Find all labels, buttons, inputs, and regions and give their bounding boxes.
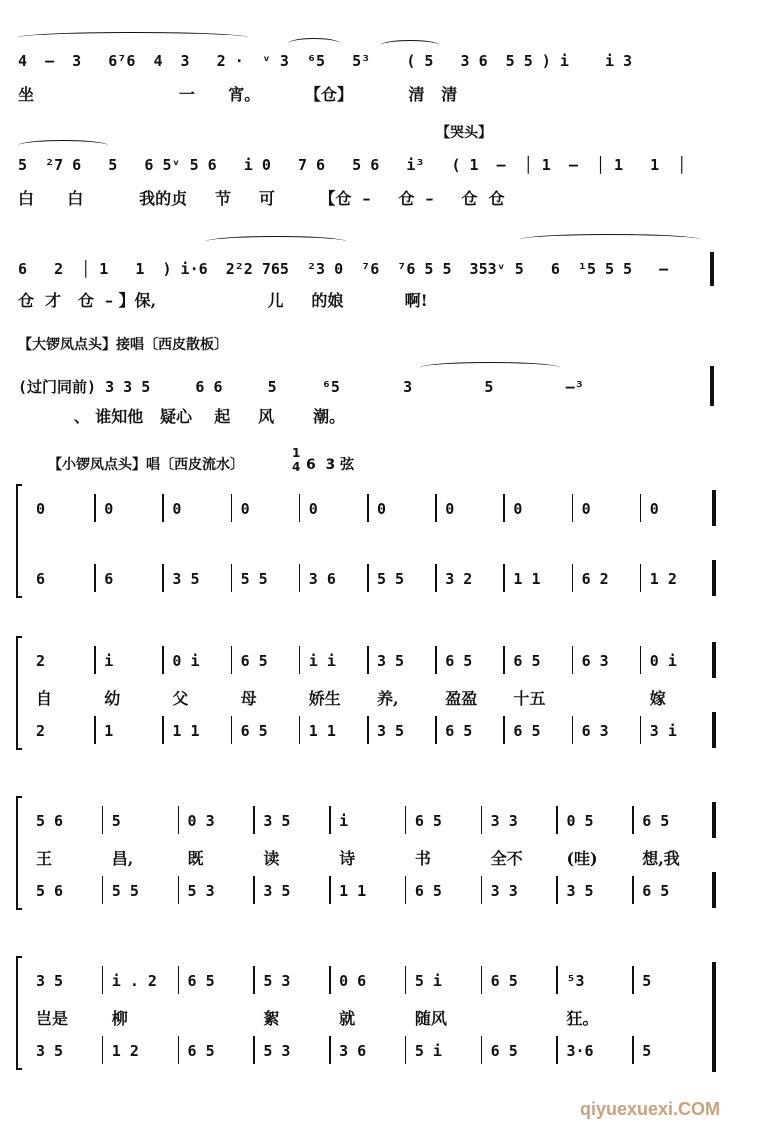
barline — [253, 1036, 255, 1064]
lyric-syllable: 柳 — [111, 1009, 128, 1028]
top-voice-note: 6 5 — [414, 812, 442, 830]
bottom-voice-note: 3 6 — [308, 570, 336, 588]
top-voice-note: i i — [308, 652, 336, 670]
top-voice-note: 2 — [36, 652, 46, 670]
end-barline — [712, 712, 716, 748]
slur — [18, 140, 108, 151]
end-barline — [712, 962, 716, 1072]
barline — [640, 646, 642, 674]
top-voice-note: 0 6 — [339, 972, 367, 990]
bottom-voice-note: 6 — [104, 570, 114, 588]
top-voice-note: 0 — [445, 500, 455, 518]
barline — [162, 564, 164, 592]
system-bracket — [16, 484, 22, 598]
barline — [572, 494, 574, 522]
bottom-voice-note: 5 3 — [263, 1042, 291, 1060]
slur — [288, 38, 340, 49]
barline — [632, 966, 634, 994]
slur — [380, 40, 440, 51]
system-bracket — [16, 956, 22, 1070]
barline — [162, 646, 164, 674]
lyric-syllable: 昌, — [111, 849, 134, 868]
top-voice-note: 0 3 — [187, 812, 215, 830]
top-voice-note: 0 5 — [566, 812, 594, 830]
barline — [503, 564, 505, 592]
end-barline — [712, 560, 716, 596]
top-voice-note: 0 — [308, 500, 318, 518]
system-3 — [0, 796, 760, 926]
barline — [556, 966, 558, 994]
bottom-voice-note: 3 5 — [36, 1042, 64, 1060]
top-voice-note: 3 5 — [36, 972, 64, 990]
barline — [102, 966, 104, 994]
barline — [367, 716, 369, 744]
bottom-voice-note: 5 3 — [187, 882, 215, 900]
barline — [640, 716, 642, 744]
lyric-syllable: 书 — [414, 849, 431, 868]
bottom-voice-note: 3 i — [649, 722, 677, 740]
lyrics-line-3: 仓 才 仓 – 】保, 儿 的娘 啊! — [18, 291, 428, 310]
top-voice-note: 5 i — [414, 972, 442, 990]
barline — [435, 564, 437, 592]
bottom-voice-note: 6 5 — [445, 722, 473, 740]
top-voice-note: 0 — [649, 500, 659, 518]
bottom-voice-note: 6 — [36, 570, 46, 588]
after-meter: 6 3 弦 — [306, 457, 355, 473]
barline — [632, 1036, 634, 1064]
bottom-voice-note: 6 5 — [490, 1042, 518, 1060]
bottom-voice-note: 5 6 — [36, 882, 64, 900]
barline — [367, 494, 369, 522]
bottom-voice-note: 1 1 — [308, 722, 336, 740]
barline — [435, 494, 437, 522]
bottom-voice-note: 3 3 — [490, 882, 518, 900]
top-voice-note: 0 — [36, 500, 46, 518]
lyrics-line-2: 白 白 我的贞 节 可 【仓 – 仓 – 仓 仓 — [18, 189, 505, 208]
slur — [520, 234, 700, 245]
staff-line-1 — [0, 20, 760, 110]
barline — [405, 806, 407, 834]
barline — [556, 876, 558, 904]
lyric-syllable: 读 — [263, 849, 280, 868]
barline — [481, 876, 483, 904]
bottom-voice-note: 1 1 — [172, 722, 200, 740]
end-barline — [710, 252, 714, 286]
lyric-syllable: 母 — [240, 689, 257, 708]
label-xiao-luo-feng-dian-tou: 【小锣凤点头】唱〔西皮流水〕 — [48, 457, 244, 473]
top-voice-note: 6 5 — [490, 972, 518, 990]
barline — [299, 646, 301, 674]
barline — [329, 876, 331, 904]
barline — [299, 716, 301, 744]
lyric-syllable: 岂是 — [36, 1009, 69, 1028]
barline — [94, 494, 96, 522]
system-1 — [0, 484, 760, 614]
top-voice-note: 6 5 — [240, 652, 268, 670]
top-voice-note: i — [339, 812, 349, 830]
end-barline — [710, 366, 714, 406]
barline — [299, 494, 301, 522]
barline — [572, 716, 574, 744]
lyrics-line-1: 坐 一 宵。 【仓】 清 清 — [18, 85, 458, 104]
top-voice-note: 0 — [240, 500, 250, 518]
end-barline — [712, 872, 716, 908]
top-voice-note: i — [104, 652, 114, 670]
barline — [178, 1036, 180, 1064]
top-voice-note: 0 — [104, 500, 114, 518]
bottom-voice-note: 3 2 — [445, 570, 473, 588]
staff-line-4 — [0, 330, 760, 430]
lyric-syllable: 幼 — [104, 689, 121, 708]
barline — [435, 716, 437, 744]
end-barline — [712, 490, 716, 526]
bottom-voice-note: 6 5 — [414, 882, 442, 900]
meter-bottom: 4 — [292, 460, 301, 474]
barline — [94, 646, 96, 674]
barline — [162, 716, 164, 744]
staff-line-2 — [0, 120, 760, 210]
barline — [102, 806, 104, 834]
top-voice-note: 5 — [642, 972, 652, 990]
bottom-voice-note: 6 5 — [642, 882, 670, 900]
bottom-voice-note: 1 — [104, 722, 114, 740]
notes-line-2: 5 ²7 6 5 6 5ᵛ 5 6 i 0 7 6 5 6 i³ ( 1 – │ 1 – │ 1 1 │ — [18, 156, 687, 174]
barline — [367, 564, 369, 592]
lyric-syllable: 絮 — [263, 1009, 280, 1028]
barline — [405, 876, 407, 904]
lyric-syllable: 诗 — [339, 849, 356, 868]
top-voice-note: i . 2 — [111, 972, 157, 990]
barline — [640, 564, 642, 592]
notes-line-4: (过门同前) 3 3 5 6 6 5 ⁶5 3 5 –³ — [18, 378, 584, 396]
bottom-voice-note: 3·6 — [566, 1042, 594, 1060]
barline — [481, 1036, 483, 1064]
lyric-syllable: (哇) — [566, 849, 598, 868]
barline — [162, 494, 164, 522]
barline — [572, 646, 574, 674]
bottom-voice-note: 3 5 — [172, 570, 200, 588]
barline — [299, 564, 301, 592]
lyric-syllable: 王 — [36, 849, 53, 868]
lyric-syllable: 娇生 — [308, 689, 341, 708]
bottom-voice-note: 1 1 — [513, 570, 541, 588]
bottom-voice-note: 1 1 — [339, 882, 367, 900]
lyric-syllable: 想,我 — [642, 849, 680, 868]
top-voice-note: 3 5 — [263, 812, 291, 830]
top-voice-note: 6 5 — [445, 652, 473, 670]
bottom-voice-note: 3 6 — [339, 1042, 367, 1060]
barline — [481, 806, 483, 834]
top-voice-note: 0 — [172, 500, 182, 518]
lyric-syllable: 盈盈 — [445, 689, 478, 708]
barline — [94, 716, 96, 744]
barline — [435, 646, 437, 674]
slur — [420, 362, 560, 373]
top-voice-note: 0 — [513, 500, 523, 518]
barline — [405, 1036, 407, 1064]
system-2 — [0, 636, 760, 766]
barline — [253, 966, 255, 994]
end-barline — [712, 642, 716, 678]
top-voice-note: ⁵3 — [566, 972, 585, 990]
top-voice-note: 6 3 — [581, 652, 609, 670]
section-header — [0, 446, 760, 476]
top-voice-note: 6 5 — [642, 812, 670, 830]
top-voice-note: 5 6 — [36, 812, 64, 830]
lyric-syllable: 自 — [36, 689, 53, 708]
barline — [231, 564, 233, 592]
barline — [503, 646, 505, 674]
bottom-voice-note: 3 5 — [263, 882, 291, 900]
bottom-voice-note: 5 — [642, 1042, 652, 1060]
barline — [178, 876, 180, 904]
notes-line-1: 4 – 3 6⁷6 4 3 2 · ᵛ 3 ⁶5 5³ ( 5 3 6 5 5 ) i i 3 — [18, 52, 633, 70]
bottom-voice-note: 5 5 — [240, 570, 268, 588]
barline — [632, 876, 634, 904]
end-barline — [712, 802, 716, 838]
barline — [102, 876, 104, 904]
top-voice-note: 0 i — [649, 652, 677, 670]
barline — [329, 966, 331, 994]
bottom-voice-note: 5 i — [414, 1042, 442, 1060]
barline — [178, 806, 180, 834]
barline — [253, 876, 255, 904]
lyric-syllable: 父 — [172, 689, 189, 708]
system-bracket — [16, 796, 22, 910]
bottom-voice-note: 5 5 — [377, 570, 405, 588]
bottom-voice-note: 3 5 — [377, 722, 405, 740]
top-voice-note: 3 5 — [377, 652, 405, 670]
bottom-voice-note: 5 5 — [111, 882, 139, 900]
barline — [405, 966, 407, 994]
watermark: qiyuexuexi.COM — [579, 1099, 720, 1119]
slur — [206, 236, 346, 247]
lyric-syllable: 养, — [377, 689, 399, 708]
top-voice-note: 0 — [377, 500, 387, 518]
bottom-voice-note: 6 5 — [513, 722, 541, 740]
barline — [556, 1036, 558, 1064]
barline — [503, 716, 505, 744]
slur — [18, 32, 248, 43]
lyric-syllable: 随风 — [414, 1009, 447, 1028]
top-voice-note: 5 — [111, 812, 121, 830]
lyric-syllable: 全不 — [490, 849, 523, 868]
staff-line-3 — [0, 222, 760, 312]
barline — [556, 806, 558, 834]
bottom-voice-note: 2 — [36, 722, 46, 740]
lyric-syllable: 嫁 — [649, 689, 666, 708]
bottom-voice-note: 1 2 — [649, 570, 677, 588]
top-voice-note: 3 3 — [490, 812, 518, 830]
top-voice-note: 6 5 — [513, 652, 541, 670]
bottom-voice-note: 6 5 — [240, 722, 268, 740]
barline — [632, 806, 634, 834]
label-ku-tou: 【哭头】 — [436, 125, 492, 141]
barline — [481, 966, 483, 994]
top-voice-note: 6 5 — [187, 972, 215, 990]
barline — [367, 646, 369, 674]
lyrics-line-4: 、 谁知他 疑心 起 风 潮。 — [18, 407, 346, 426]
bottom-voice-note: 3 5 — [566, 882, 594, 900]
barline — [102, 1036, 104, 1064]
barline — [94, 564, 96, 592]
bottom-voice-note: 1 2 — [111, 1042, 139, 1060]
bottom-voice-note: 6 5 — [187, 1042, 215, 1060]
top-voice-note: 0 i — [172, 652, 200, 670]
bottom-voice-note: 6 3 — [581, 722, 609, 740]
notes-line-3: 6 2 │ 1 1 ) i·6 2²2 765 ²3 0 ⁷6 ⁷6 5 5 353ᵛ 5 6 ¹5 5 5 – — [18, 260, 669, 278]
barline — [231, 716, 233, 744]
meter-top: 1 — [292, 446, 301, 460]
label-da-luo-feng-dian-tou: 【大锣凤点头】接唱〔西皮散板〕 — [18, 337, 228, 353]
lyric-syllable: 既 — [187, 849, 204, 868]
barline — [572, 564, 574, 592]
barline — [329, 1036, 331, 1064]
lyric-syllable: 狂。 — [566, 1009, 599, 1028]
lyric-syllable: 十五 — [513, 689, 546, 708]
barline — [253, 806, 255, 834]
barline — [231, 646, 233, 674]
barline — [231, 494, 233, 522]
barline — [640, 494, 642, 522]
barline — [178, 966, 180, 994]
system-bracket — [16, 636, 22, 750]
barline — [503, 494, 505, 522]
lyric-syllable: 就 — [339, 1009, 356, 1028]
top-voice-note: 0 — [581, 500, 591, 518]
barline — [329, 806, 331, 834]
system-4 — [0, 956, 760, 1086]
bottom-voice-note: 6 2 — [581, 570, 609, 588]
top-voice-note: 5 3 — [263, 972, 291, 990]
